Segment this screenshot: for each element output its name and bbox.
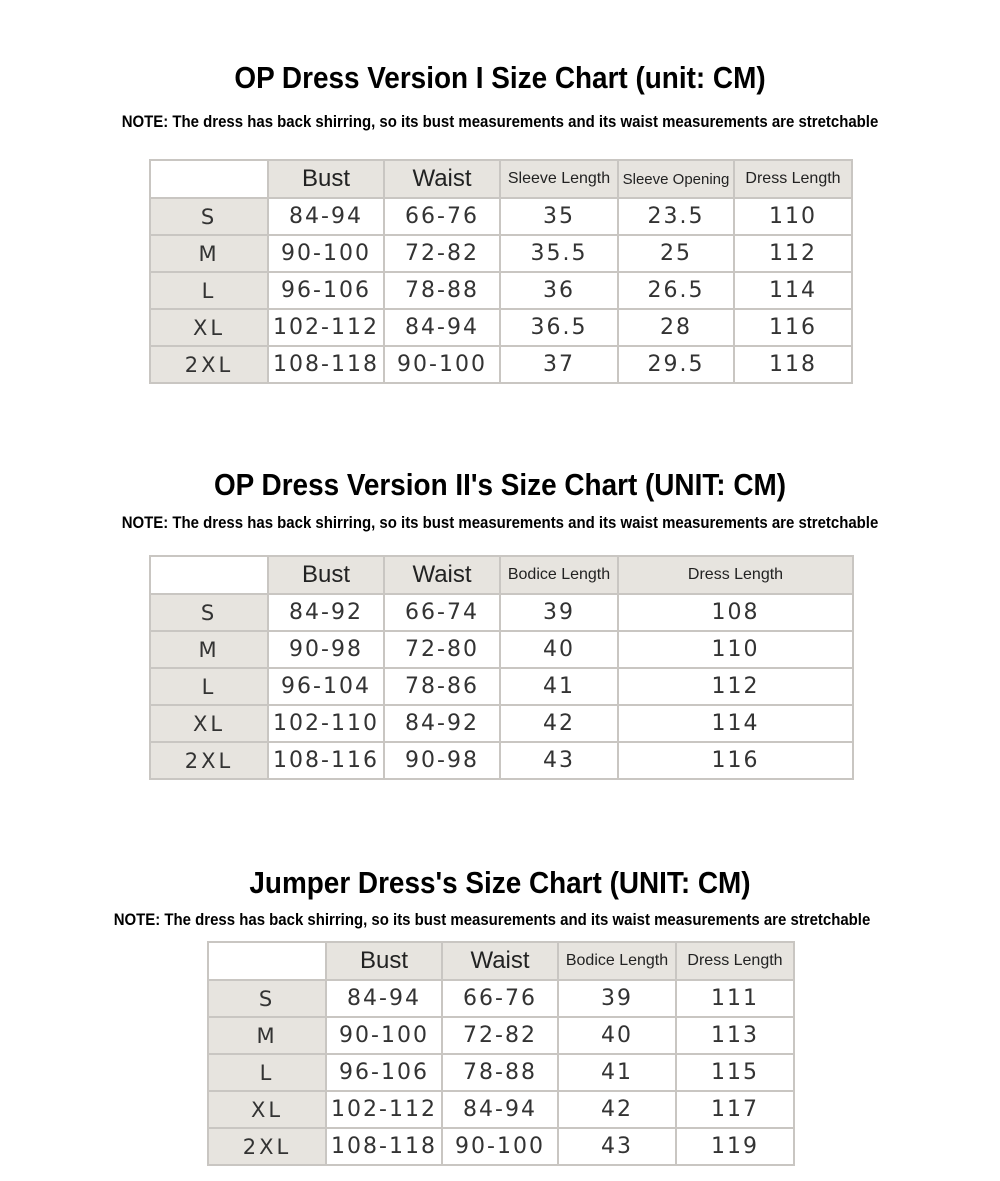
sleeve-length-value: 35 xyxy=(500,198,618,235)
waist-value: 90-100 xyxy=(442,1128,558,1165)
size-label: M xyxy=(208,1017,326,1054)
bust-value: 84-94 xyxy=(326,980,442,1017)
header-sleeve-length: Sleeve Length xyxy=(500,160,618,198)
table-header-row xyxy=(208,942,794,980)
waist-value: 84-92 xyxy=(384,705,500,742)
size-label: L xyxy=(150,668,268,705)
chart2-size-table xyxy=(149,555,854,780)
size-label: S xyxy=(150,594,268,631)
table-row xyxy=(150,631,853,668)
sleeve-opening-value: 29.5 xyxy=(618,346,734,383)
bust-value: 108-116 xyxy=(268,742,384,779)
sleeve-length-value: 37 xyxy=(500,346,618,383)
dress-length-value: 112 xyxy=(618,668,853,705)
bust-value: 90-98 xyxy=(268,631,384,668)
dress-length-value: 110 xyxy=(618,631,853,668)
table-header-row xyxy=(150,556,853,594)
table-row xyxy=(208,1091,794,1128)
table-header-row xyxy=(150,160,852,198)
sleeve-opening-value: 26.5 xyxy=(618,272,734,309)
header-dress-length: Dress Length xyxy=(618,556,853,594)
waist-value: 78-88 xyxy=(384,272,500,309)
size-label: XL xyxy=(208,1091,326,1128)
dress-length-value: 115 xyxy=(676,1054,794,1091)
table-row xyxy=(150,272,852,309)
bodice-length-value: 40 xyxy=(500,631,618,668)
dress-length-value: 110 xyxy=(734,198,852,235)
chart2-note: NOTE: The dress has back shirring, so its bust measurements and its waist measurements are stretchable xyxy=(121,513,879,532)
bodice-length-value: 41 xyxy=(500,668,618,705)
chart3-title: Jumper Dress's Size Chart (UNIT: CM) xyxy=(249,865,751,900)
sleeve-length-value: 36 xyxy=(500,272,618,309)
table-row xyxy=(150,742,853,779)
sleeve-opening-value: 25 xyxy=(618,235,734,272)
waist-value: 66-76 xyxy=(442,980,558,1017)
bust-value: 90-100 xyxy=(326,1017,442,1054)
header-dress-length: Dress Length xyxy=(734,160,852,198)
bodice-length-value: 43 xyxy=(500,742,618,779)
chart3-note: NOTE: The dress has back shirring, so its bust measurements and its waist measurements are stretchable xyxy=(113,910,871,929)
waist-value: 90-100 xyxy=(384,346,500,383)
header-bodice-length: Bodice Length xyxy=(500,556,618,594)
dress-length-value: 116 xyxy=(618,742,853,779)
waist-value: 66-74 xyxy=(384,594,500,631)
waist-value: 84-94 xyxy=(384,309,500,346)
sleeve-length-value: 36.5 xyxy=(500,309,618,346)
header-bust: Bust xyxy=(268,556,384,594)
header-dress-length: Dress Length xyxy=(676,942,794,980)
bust-value: 84-92 xyxy=(268,594,384,631)
dress-length-value: 113 xyxy=(676,1017,794,1054)
waist-value: 72-82 xyxy=(442,1017,558,1054)
header-bust: Bust xyxy=(268,160,384,198)
table-row xyxy=(150,346,852,383)
size-label: S xyxy=(150,198,268,235)
bust-value: 84-94 xyxy=(268,198,384,235)
size-label: M xyxy=(150,631,268,668)
chart2-title: OP Dress Version II's Size Chart (UNIT: CM) xyxy=(213,467,787,502)
header-waist: Waist xyxy=(442,942,558,980)
size-label: M xyxy=(150,235,268,272)
bodice-length-value: 43 xyxy=(558,1128,676,1165)
table-row xyxy=(150,198,852,235)
header-corner xyxy=(150,556,268,594)
table-row xyxy=(150,705,853,742)
bodice-length-value: 40 xyxy=(558,1017,676,1054)
dress-length-value: 114 xyxy=(618,705,853,742)
waist-value: 78-86 xyxy=(384,668,500,705)
bodice-length-value: 41 xyxy=(558,1054,676,1091)
header-bust: Bust xyxy=(326,942,442,980)
bodice-length-value: 39 xyxy=(558,980,676,1017)
waist-value: 72-82 xyxy=(384,235,500,272)
size-label: L xyxy=(150,272,268,309)
dress-length-value: 111 xyxy=(676,980,794,1017)
bust-value: 108-118 xyxy=(326,1128,442,1165)
sleeve-opening-value: 28 xyxy=(618,309,734,346)
bust-value: 108-118 xyxy=(268,346,384,383)
table-row xyxy=(150,235,852,272)
bust-value: 96-106 xyxy=(326,1054,442,1091)
header-sleeve-opening: Sleeve Opening xyxy=(618,160,734,198)
size-label: S xyxy=(208,980,326,1017)
bust-value: 90-100 xyxy=(268,235,384,272)
size-label: 2XL xyxy=(208,1128,326,1165)
chart3-size-table xyxy=(207,941,795,1166)
dress-length-value: 118 xyxy=(734,346,852,383)
table-row xyxy=(208,1017,794,1054)
waist-value: 78-88 xyxy=(442,1054,558,1091)
bust-value: 102-112 xyxy=(268,309,384,346)
bodice-length-value: 42 xyxy=(558,1091,676,1128)
chart1-title: OP Dress Version I Size Chart (unit: CM) xyxy=(234,60,766,95)
chart1-size-table xyxy=(149,159,853,384)
bust-value: 102-110 xyxy=(268,705,384,742)
size-label: L xyxy=(208,1054,326,1091)
sleeve-length-value: 35.5 xyxy=(500,235,618,272)
size-label: 2XL xyxy=(150,742,268,779)
sleeve-opening-value: 23.5 xyxy=(618,198,734,235)
waist-value: 72-80 xyxy=(384,631,500,668)
table-row xyxy=(208,980,794,1017)
table-row xyxy=(208,1054,794,1091)
dress-length-value: 117 xyxy=(676,1091,794,1128)
chart1-note: NOTE: The dress has back shirring, so its bust measurements and its waist measurements are stretchable xyxy=(121,112,879,131)
waist-value: 84-94 xyxy=(442,1091,558,1128)
dress-length-value: 112 xyxy=(734,235,852,272)
table-row xyxy=(150,594,853,631)
dress-length-value: 114 xyxy=(734,272,852,309)
bodice-length-value: 39 xyxy=(500,594,618,631)
header-corner xyxy=(208,942,326,980)
waist-value: 90-98 xyxy=(384,742,500,779)
dress-length-value: 119 xyxy=(676,1128,794,1165)
table-row xyxy=(208,1128,794,1165)
bust-value: 102-112 xyxy=(326,1091,442,1128)
bust-value: 96-106 xyxy=(268,272,384,309)
header-corner xyxy=(150,160,268,198)
bodice-length-value: 42 xyxy=(500,705,618,742)
table-row xyxy=(150,309,852,346)
bust-value: 96-104 xyxy=(268,668,384,705)
header-waist: Waist xyxy=(384,556,500,594)
table-row xyxy=(150,668,853,705)
waist-value: 66-76 xyxy=(384,198,500,235)
dress-length-value: 116 xyxy=(734,309,852,346)
header-bodice-length: Bodice Length xyxy=(558,942,676,980)
dress-length-value: 108 xyxy=(618,594,853,631)
size-label: 2XL xyxy=(150,346,268,383)
header-waist: Waist xyxy=(384,160,500,198)
size-label: XL xyxy=(150,309,268,346)
size-label: XL xyxy=(150,705,268,742)
